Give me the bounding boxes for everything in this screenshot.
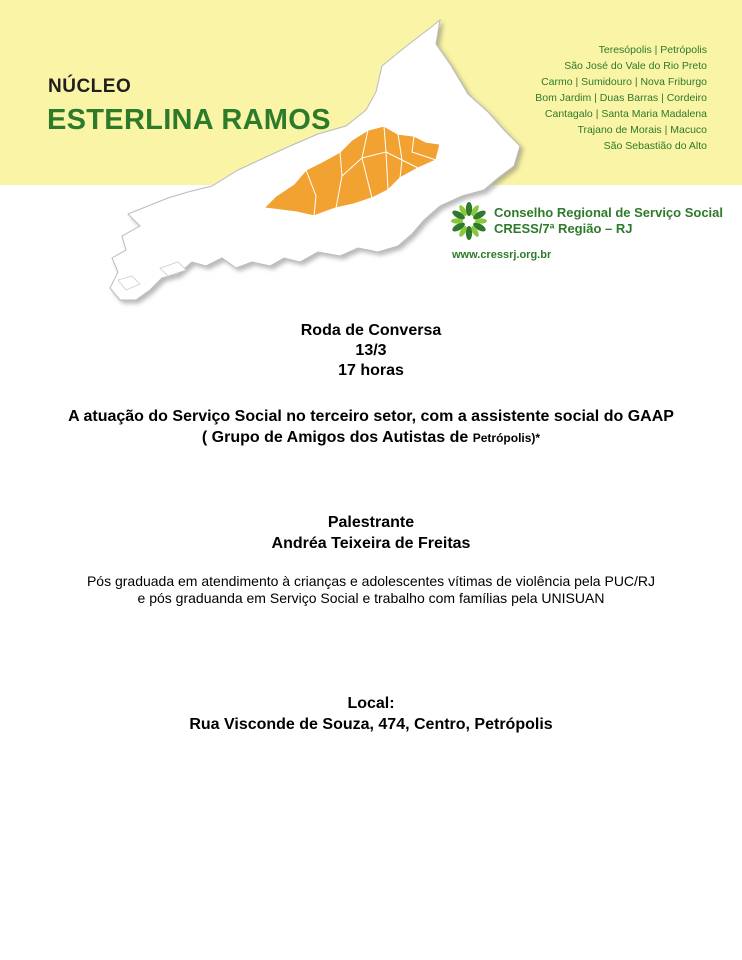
topic-line2-city: Petrópolis) [472, 431, 536, 445]
city-list-item: Cantagalo | Santa Maria Madalena [544, 108, 707, 120]
cress-logo-icon [448, 200, 490, 242]
cress-name-line1: Conselho Regional de Serviço Social [494, 205, 724, 220]
event-type: Roda de Conversa [300, 322, 442, 339]
nucleo-label: NÚCLEO [48, 76, 132, 97]
city-list-item: Carmo | Sumidouro | Nova Friburgo [541, 76, 707, 88]
cress-name [494, 205, 723, 237]
city-list-item: São José do Vale do Rio Preto [564, 60, 707, 72]
topic-line2-main: ( Grupo de Amigos dos Autistas de [201, 429, 473, 446]
event-topic-line1: A atuação do Serviço Social no terceiro setor, com a assistente social do GAAP [68, 408, 674, 425]
cress-name-line2: CRESS/7ª Região – RJ [494, 221, 633, 236]
cress-website: www.cressrj.org.br [452, 249, 552, 261]
event-topic-line2 [0, 429, 742, 447]
nucleo-name: ESTERLINA RAMOS [47, 104, 331, 136]
city-list-item: Bom Jardim | Duas Barras | Cordeiro [535, 92, 707, 104]
city-list-item: São Sebastião do Alto [603, 140, 707, 152]
event-time: 17 horas [338, 362, 404, 379]
speaker-bio-line1: Pós graduada em atendimento à crianças e adolescentes vítimas de violência pela PUC/RJ [86, 573, 656, 589]
event-date: 13/3 [355, 342, 387, 359]
city-list-item: Trajano de Morais | Macuco [577, 124, 707, 136]
speaker-name: Andréa Teixeira de Freitas [271, 535, 471, 552]
location-label: Local: [347, 695, 395, 712]
city-list [447, 42, 707, 154]
topic-line2-mark: * [535, 431, 541, 445]
location-address: Rua Visconde de Souza, 474, Centro, Petrópolis [189, 716, 553, 733]
speaker-bio-line2: e pós graduanda em Serviço Social e trabalho com famílias pela UNISUAN [137, 590, 605, 606]
speaker-label: Palestrante [327, 514, 415, 531]
city-list-item: Teresópolis | Petrópolis [598, 44, 707, 56]
